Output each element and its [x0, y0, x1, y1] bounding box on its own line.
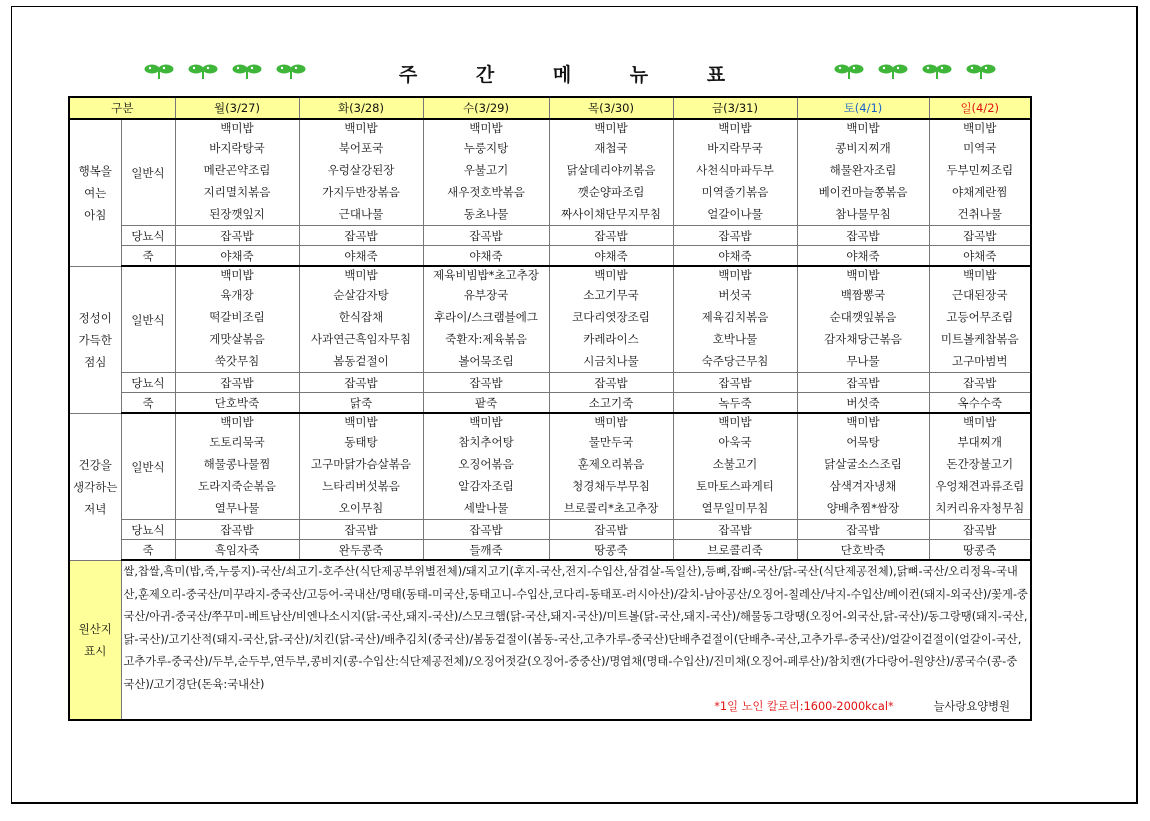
- menu-item: 메란곤약조림: [203, 163, 271, 177]
- diabetic-cell: 잡곡밥: [549, 520, 673, 540]
- diabetic-cell: 잡곡밥: [929, 520, 1031, 540]
- menu-item: 백짬뽕국: [840, 288, 886, 302]
- menu-item: 브로콜리*초고추장: [563, 501, 659, 515]
- menu-item: 물만두국: [588, 435, 634, 449]
- menu-item: 미역국: [963, 141, 997, 155]
- menu-item: 백미밥: [344, 268, 378, 282]
- menu-item: 떡갈비조림: [209, 310, 265, 324]
- header-day: 월(3/27): [175, 97, 299, 119]
- menu-item: 코다리엿장조림: [572, 310, 650, 324]
- diabetic-cell: 잡곡밥: [673, 226, 797, 246]
- menu-item: 제육김치볶음: [701, 310, 769, 324]
- regular-row: [69, 266, 1031, 373]
- menu-item: 양배추찜*쌈장: [826, 501, 900, 515]
- menu-item: 참나물무침: [835, 207, 891, 221]
- menu-item: 숙주당근무침: [701, 354, 769, 368]
- menu-item: 우렁살강된장: [327, 163, 395, 177]
- diabetic-label: 당뇨식: [121, 520, 175, 540]
- porridge-label: 죽: [121, 540, 175, 561]
- menu-item: 어묵탕: [846, 435, 880, 449]
- meal-cell: [299, 266, 423, 373]
- meal-cell: [549, 119, 673, 226]
- header-day: 목(3/30): [549, 97, 673, 119]
- meal-cell: [423, 119, 549, 226]
- diabetic-row: [69, 226, 1031, 246]
- menu-item: 오이무침: [338, 501, 384, 515]
- porridge-cell: 팥죽: [423, 393, 549, 414]
- origin-text: 쌀,찹쌀,흑미(밥,죽,누룽지)-국산/쇠고기-호주산(식단제공부위별전체)/돼지고기(후지-국산,전지-수입산,삼겹살-독일산),등뼈,잡뼈-국산/닭-국산(식단제공전체),닭뼈-국산/오리정육-국내산,훈제오리-중국산/미꾸라지-중국산/고등어-국내산/명태(동태-미국산,동태고니-수입산,코다리-동태포-러시아산)/갈치-남아공산/오징어-칠레산/낙지-수입산/베이컨(돼지-외국산)/꽃게-중국산/아귀-중국산/쭈꾸미-베트남산/비엔나소시지(닭-국산,돼지-국산)/스모크햄(닭-국산,돼지-국산)/미트볼(닭-국산,돼지-국산)/해물동그랑땡(오징어-외국산,닭-국산)/동그랑땡(돼지-국산,닭-국산)/고기산적(돼지-국산,닭-국산)/치킨(닭-국산)/배추김치(중국산)/봄동겉절이(봄동-국산,고추가루-중국산)단배추겉절이(단배추-국산,고추가루-중국산)/얼갈이겉절이(얼갈이-국산,고추가루-중국산)/두부,순두부,연두부,콩비지(콩-수입산:식단제공전체)/오징어젓갈(오징어-중중산)/명엽채(명태-수입산)/진미채(오징어-페루산)/참치캔(가다랑어-원양산)/콩국수(콩-중국산)/고기경단(돈육:국내산): [123, 565, 1028, 691]
- menu-item: 토마토스파게티: [696, 479, 774, 493]
- menu-item: 백미밥: [469, 415, 503, 429]
- porridge-cell: 들깨죽: [423, 540, 549, 561]
- porridge-cell: 버섯죽: [797, 393, 929, 414]
- menu-item: 아욱국: [718, 435, 752, 449]
- menu-item: 백미밥: [846, 415, 880, 429]
- regular-label: 일반식: [121, 119, 175, 226]
- origin-label: 원산지 표시: [69, 560, 121, 720]
- menu-item: 돈간장불고기: [946, 457, 1014, 471]
- menu-item: 백미밥: [963, 121, 997, 135]
- menu-item: 백미밥: [220, 268, 254, 282]
- sprout-decoration-right: [833, 62, 997, 80]
- porridge-cell: 땅콩죽: [929, 540, 1031, 561]
- menu-item: 알감자조림: [458, 479, 514, 493]
- menu-item: 백미밥: [344, 415, 378, 429]
- menu-item: 새우젓호박볶음: [447, 185, 525, 199]
- menu-item: 오징어볶음: [458, 457, 514, 471]
- diabetic-cell: 잡곡밥: [797, 520, 929, 540]
- diabetic-cell: 잡곡밥: [549, 373, 673, 393]
- menu-item: 백미밥: [963, 415, 997, 429]
- diabetic-cell: 잡곡밥: [423, 226, 549, 246]
- menu-item: 동태탕: [344, 435, 378, 449]
- sprout-icon: [921, 62, 953, 80]
- meal-cell: [797, 119, 929, 226]
- menu-item: 백미밥: [718, 121, 752, 135]
- diabetic-cell: 잡곡밥: [797, 226, 929, 246]
- porridge-cell: 소고기죽: [549, 393, 673, 414]
- porridge-cell: 완두콩죽: [299, 540, 423, 561]
- meal-cell: [797, 266, 929, 373]
- porridge-cell: 흑임자죽: [175, 540, 299, 561]
- menu-item: 우불고기: [463, 163, 509, 177]
- header-day: 금(3/31): [673, 97, 797, 119]
- menu-item: 백미밥: [718, 415, 752, 429]
- menu-item: 시금치나물: [583, 354, 639, 368]
- menu-item: 고구마범벅: [951, 354, 1008, 368]
- menu-item: 북어포국: [338, 141, 384, 155]
- menu-item: 근대된장국: [951, 288, 1008, 302]
- meal-cell: [673, 119, 797, 226]
- regular-row: [69, 119, 1031, 226]
- menu-item: 깻순양파조림: [577, 185, 645, 199]
- menu-item: 사천식마파두부: [696, 163, 774, 177]
- diabetic-cell: 잡곡밥: [299, 226, 423, 246]
- menu-item: 얼갈이나물: [707, 207, 763, 221]
- menu-item: 훈제오리볶음: [577, 457, 645, 471]
- menu-item: 제육비빔밥*초고추장: [433, 268, 539, 282]
- regular-row: [69, 413, 1031, 520]
- porridge-row: [69, 246, 1031, 267]
- porridge-cell: 녹두죽: [673, 393, 797, 414]
- menu-item: 유부장국: [463, 288, 509, 302]
- meal-section-label: 행복을 여는 아침: [69, 119, 121, 266]
- porridge-cell: 야채죽: [549, 246, 673, 267]
- meal-cell: [299, 413, 423, 520]
- menu-item: 열무나물: [214, 501, 260, 515]
- menu-item: 부대찌개: [957, 435, 1002, 449]
- header-day: 수(3/29): [423, 97, 549, 119]
- menu-item: 백미밥: [344, 121, 378, 135]
- porridge-cell: 야채죽: [673, 246, 797, 267]
- menu-item: 야채계란찜: [951, 185, 1008, 199]
- meal-cell: [549, 413, 673, 520]
- origin-footer: [124, 696, 1029, 719]
- header-row: [69, 97, 1031, 119]
- header-day-saturday: 토(4/1): [797, 97, 929, 119]
- page-title: 주 간 메 뉴 표: [398, 64, 752, 86]
- menu-item: 버섯국: [718, 288, 752, 302]
- porridge-cell: 옥수수죽: [929, 393, 1031, 414]
- menu-item: 지리멸치볶음: [203, 185, 271, 199]
- porridge-cell: 단호박죽: [175, 393, 299, 414]
- diabetic-cell: 잡곡밥: [673, 373, 797, 393]
- menu-item: 짜사이채단무지무침: [561, 207, 661, 221]
- origin-row: [69, 560, 1031, 720]
- menu-item: 청경채두부무침: [572, 479, 650, 493]
- meal-cell: [299, 119, 423, 226]
- sprout-icon: [965, 62, 997, 80]
- diabetic-row: [69, 520, 1031, 540]
- meal-cell: [673, 413, 797, 520]
- diabetic-cell: 잡곡밥: [673, 520, 797, 540]
- menu-item: 고구마닭가슴살볶음: [311, 457, 411, 471]
- menu-item: 느타리버섯볶음: [322, 479, 400, 493]
- menu-item: 우엉채견과류조림: [935, 479, 1025, 493]
- header-day: 화(3/28): [299, 97, 423, 119]
- diabetic-cell: 잡곡밥: [423, 373, 549, 393]
- menu-item: 근대나물: [338, 207, 384, 221]
- calorie-note: *1일 노인 칼로리:1600-2000kcal*: [714, 700, 894, 713]
- menu-item: 도토리묵국: [209, 435, 265, 449]
- meal-cell: [673, 266, 797, 373]
- menu-item: 두부민찌조림: [946, 163, 1014, 177]
- meal-cell: [423, 413, 549, 520]
- menu-item: 바지락탕국: [209, 141, 265, 155]
- diabetic-label: 당뇨식: [121, 226, 175, 246]
- menu-item: 볼어묵조림: [458, 354, 514, 368]
- diabetic-row: [69, 373, 1031, 393]
- diabetic-cell: 잡곡밥: [929, 373, 1031, 393]
- weekly-menu-table: [68, 96, 1032, 721]
- meal-section-label: 정성이 가득한 점심: [69, 266, 121, 413]
- porridge-cell: 단호박죽: [797, 540, 929, 561]
- meal-cell: [175, 119, 299, 226]
- menu-item: 참치추어탕: [458, 435, 514, 449]
- menu-item: 소고기무국: [583, 288, 639, 302]
- porridge-row: [69, 393, 1031, 414]
- hospital-name: 늘사랑요양병원: [933, 700, 1010, 713]
- menu-item: 삼색겨자냉채: [829, 479, 897, 493]
- menu-item: 후라이/스크램블에그: [434, 310, 538, 324]
- menu-item: 미역줄기볶음: [701, 185, 769, 199]
- porridge-cell: 브로콜리죽: [673, 540, 797, 561]
- menu-item: 쑥갓무침: [214, 354, 260, 368]
- regular-label: 일반식: [121, 413, 175, 520]
- meal-cell: [175, 413, 299, 520]
- porridge-cell: 닭죽: [299, 393, 423, 414]
- menu-body: [69, 119, 1031, 560]
- origin-cell: [121, 560, 1031, 720]
- sprout-icon: [877, 62, 909, 80]
- menu-item: 백미밥: [594, 121, 628, 135]
- meal-cell: [549, 266, 673, 373]
- menu-item: 건취나물: [957, 207, 1002, 221]
- meal-cell: [929, 266, 1031, 373]
- sprout-icon: [833, 62, 865, 80]
- meal-cell: [929, 413, 1031, 520]
- menu-item: 해물완자조림: [829, 163, 897, 177]
- regular-label: 일반식: [121, 266, 175, 373]
- porridge-cell: 야채죽: [423, 246, 549, 267]
- header-category: 구분: [69, 97, 175, 119]
- menu-item: 미트볼케찹볶음: [940, 332, 1019, 346]
- menu-item: 호박나물: [712, 332, 758, 346]
- meal-cell: [929, 119, 1031, 226]
- menu-item: 베이컨마늘쫑볶음: [818, 185, 908, 199]
- porridge-cell: 야채죽: [797, 246, 929, 267]
- porridge-label: 죽: [121, 246, 175, 267]
- menu-item: 된장깻잎지: [209, 207, 265, 221]
- menu-item: 백미밥: [469, 121, 503, 135]
- menu-item: 동초나물: [463, 207, 509, 221]
- menu-item: 순살감자탕: [333, 288, 389, 302]
- diabetic-cell: 잡곡밥: [423, 520, 549, 540]
- menu-item: 소불고기: [712, 457, 758, 471]
- menu-item: 백미밥: [963, 268, 997, 282]
- menu-item: 열무일미무침: [701, 501, 769, 515]
- porridge-cell: 야채죽: [929, 246, 1031, 267]
- menu-item: 재첩국: [594, 141, 628, 155]
- menu-item: 해물콩나물찜: [203, 457, 271, 471]
- menu-item: 백미밥: [718, 268, 752, 282]
- porridge-label: 죽: [121, 393, 175, 414]
- meal-section-label: 건강을 생각하는 저녁: [69, 413, 121, 560]
- menu-item: 백미밥: [846, 268, 880, 282]
- menu-item: 세발나물: [463, 501, 509, 515]
- diabetic-cell: 잡곡밥: [299, 520, 423, 540]
- menu-item: 백미밥: [594, 268, 628, 282]
- diabetic-label: 당뇨식: [121, 373, 175, 393]
- diabetic-cell: 잡곡밥: [299, 373, 423, 393]
- diabetic-cell: 잡곡밥: [175, 226, 299, 246]
- menu-item: 봄동겉절이: [333, 354, 389, 368]
- meal-cell: [175, 266, 299, 373]
- header-day-sunday: 일(4/2): [929, 97, 1031, 119]
- menu-item: 닭살데리야끼볶음: [566, 163, 656, 177]
- menu-item: 콩비지찌개: [835, 141, 891, 155]
- porridge-cell: 땅콩죽: [549, 540, 673, 561]
- menu-item: 도라지죽순볶음: [198, 479, 276, 493]
- menu-item: 닭살굴소스조림: [824, 457, 902, 471]
- menu-item: 치커리유자청무침: [935, 501, 1025, 515]
- menu-item: 바지락무국: [707, 141, 763, 155]
- menu-item: 게맛살볶음: [209, 332, 265, 346]
- porridge-cell: 야채죽: [175, 246, 299, 267]
- menu-item: 사과연근흑임자무침: [311, 332, 411, 346]
- porridge-row: [69, 540, 1031, 561]
- diabetic-cell: 잡곡밥: [175, 373, 299, 393]
- menu-item: 순대깻잎볶음: [829, 310, 897, 324]
- diabetic-cell: 잡곡밥: [797, 373, 929, 393]
- menu-item: 백미밥: [220, 415, 254, 429]
- menu-item: 한식잡채: [338, 310, 384, 324]
- menu-item: 가지두반장볶음: [322, 185, 400, 199]
- menu-item: 죽환자:제육볶음: [445, 332, 527, 346]
- menu-item: 육개장: [220, 288, 254, 302]
- meal-cell: [423, 266, 549, 373]
- menu-item: 누룽지탕: [463, 141, 509, 155]
- menu-item: 무나물: [846, 354, 880, 368]
- meal-cell: [797, 413, 929, 520]
- menu-item: 카레라이스: [583, 332, 639, 346]
- porridge-cell: 야채죽: [299, 246, 423, 267]
- menu-item: 백미밥: [594, 415, 628, 429]
- menu-item: 백미밥: [220, 121, 254, 135]
- diabetic-cell: 잡곡밥: [175, 520, 299, 540]
- menu-item: 감자채당근볶음: [824, 332, 902, 346]
- menu-item: 고등어무조림: [946, 310, 1014, 324]
- diabetic-cell: 잡곡밥: [549, 226, 673, 246]
- menu-item: 백미밥: [846, 121, 880, 135]
- diabetic-cell: 잡곡밥: [929, 226, 1031, 246]
